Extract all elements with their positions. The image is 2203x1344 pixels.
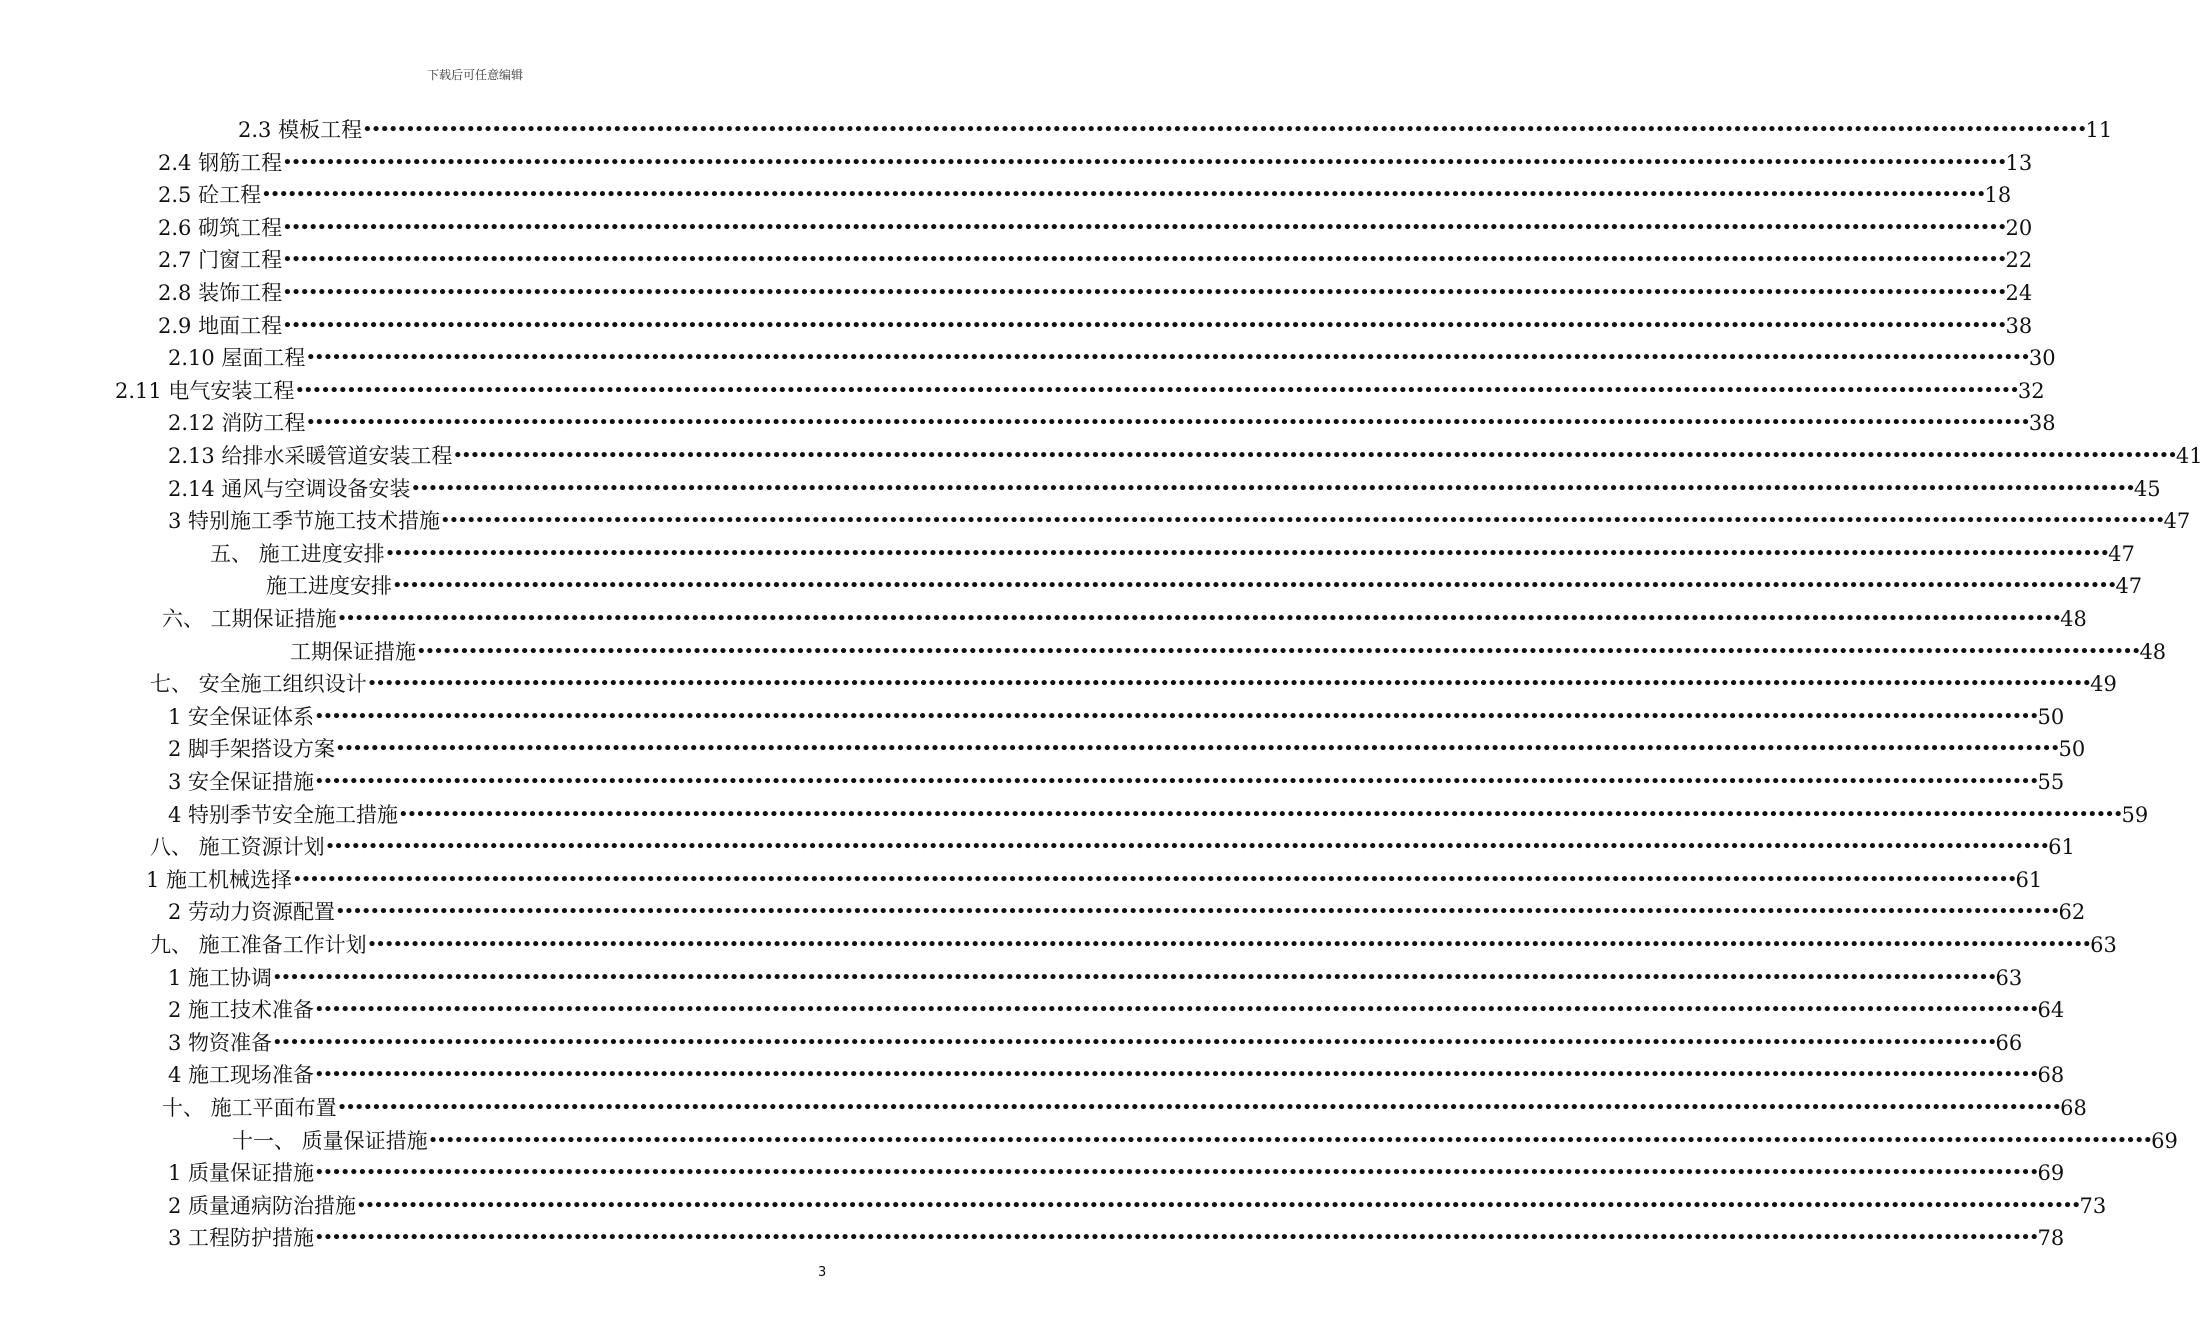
toc-entry[interactable] xyxy=(158,213,2033,243)
toc-leader-dots: •••••••••••••••••••••••••••••••••••••••••••••••••••••••••••••••••••••••••••••••••••••••••••••••••••••••••••••••••••••••••••••••••••••••••••••••••••••••••••••••••••••••••••••••••••••••••••••••••••••••• xyxy=(305,347,2029,369)
toc-entry-title: 2 质量通病防治措施 xyxy=(168,1193,357,1218)
toc-entry-page: 47 xyxy=(2163,509,2191,534)
toc-leader-dots: •••••••••••••••••••••••••••••••••••••••••••••••••••••••••••••••••••••••••••••••••••••••••••••••••••••••••••••••••••••••••••••••••••••••••••••••••••••••••••••••••••••••••••••••••••••••••••••••••••••••• xyxy=(335,901,2059,923)
toc-entry[interactable] xyxy=(290,637,2167,667)
toc-leader-dots: •••••••••••••••••••••••••••••••••••••••••••••••••••••••••••••••••••••••••••••••••••••••••••••••••••••••••••••••••••••••••••••••••••••••••••••••••••••••••••••••••••••••••••••••••••••••••••••••••••••••• xyxy=(336,608,2061,629)
toc-entry[interactable] xyxy=(150,930,2117,960)
toc-entry-page: 20 xyxy=(2005,215,2033,240)
page-number: 3 xyxy=(818,1265,827,1280)
toc-entry-page: 63 xyxy=(1995,965,2023,990)
toc-leader-dots: •••••••••••••••••••••••••••••••••••••••••••••••••••••••••••••••••••••••••••••••••••••••••••••••••••••••••••••••••••••••••••••••••••••••••••••••••••••••••••••••••••••••••••••••••••••••••••••••••••••••• xyxy=(452,445,2176,466)
toc-entry[interactable] xyxy=(158,148,2033,178)
toc-entry-title: 1 施工协调 xyxy=(168,965,273,990)
toc-entry-page: 50 xyxy=(2037,704,2065,729)
toc-entry[interactable] xyxy=(168,1191,2107,1221)
toc-entry[interactable] xyxy=(162,604,2087,634)
toc-entry-title: 2.8 装饰工程 xyxy=(158,281,283,305)
toc-entry[interactable] xyxy=(146,865,2043,895)
toc-entry-title: 2.3 模板工程 xyxy=(238,118,363,142)
toc-entry-page: 61 xyxy=(2015,867,2043,892)
toc-entry[interactable] xyxy=(158,245,2033,275)
toc-leader-dots: •••••••••••••••••••••••••••••••••••••••••••••••••••••••••••••••••••••••••••••••••••••••••••••••••••••••••••••••••••••••••••••••••••••••••••••••••••••••••••••••••••••••••••••••••••••••••••••••••••••••• xyxy=(392,575,2116,597)
toc-entry-page: 69 xyxy=(2151,1128,2178,1153)
toc-entry-title: 2.9 地面工程 xyxy=(158,313,283,338)
toc-entry[interactable] xyxy=(168,963,2023,993)
toc-leader-dots: •••••••••••••••••••••••••••••••••••••••••••••••••••••••••••••••••••••••••••••••••••••••••••••••••••••••••••••••••••••••••••••••••••••••••••••••••••••••••••••••••••••••••••••••••••••••••••••••••••••••• xyxy=(314,1162,2038,1184)
toc-entry-title: 2.5 砼工程 xyxy=(158,183,262,208)
toc-entry-page: 13 xyxy=(2005,150,2033,175)
toc-leader-dots: •••••••••••••••••••••••••••••••••••••••••••••••••••••••••••••••••••••••••••••••••••••••••••••••••••••••••••••••••••••••••••••••••••••••••••••••••••••••••••••••••••••••••••••••••••••••••••••••••••••••• xyxy=(282,282,2006,303)
toc-entry-title: 十一、 质量保证措施 xyxy=(232,1128,428,1153)
toc-entry-page: 38 xyxy=(2028,411,2056,436)
toc-leader-dots: •••••••••••••••••••••••••••••••••••••••••••••••••••••••••••••••••••••••••••••••••••••••••••••••••••••••••••••••••••••••••••••••••••••••••••••••••••••••••••••••••••••••••••••••••••••••••••••••••••••••• xyxy=(282,151,2006,173)
toc-leader-dots: •••••••••••••••••••••••••••••••••••••••••••••••••••••••••••••••••••••••••••••••••••••••••••••••••••••••••••••••••••••••••••••••••••••••••••••••••••••••••••••••••••••••••••••••••••••••••••••••••••••••• xyxy=(427,1129,2152,1151)
toc-entry-page: 73 xyxy=(2079,1193,2107,1218)
toc-leader-dots: •••••••••••••••••••••••••••••••••••••••••••••••••••••••••••••••••••••••••••••••••••••••••••••••••••••••••••••••••••••••••••••••••••••••••••••••••••••••••••••••••••••••••••••••••••••••••••••••••••••••• xyxy=(362,119,2086,140)
toc-entry[interactable] xyxy=(150,669,2117,699)
toc-leader-dots: •••••••••••••••••••••••••••••••••••••••••••••••••••••••••••••••••••••••••••••••••••••••••••••••••••••••••••••••••••••••••••••••••••••••••••••••••••••••••••••••••••••••••••••••••••••••••••••••••••••••• xyxy=(324,836,2049,858)
toc-entry-page: 11 xyxy=(2085,118,2113,142)
toc-leader-dots: •••••••••••••••••••••••••••••••••••••••••••••••••••••••••••••••••••••••••••••••••••••••••••••••••••••••••••••••••••••••••••••••••••••••••••••••••••••••••••••••••••••••••••••••••••••••••••••••••••••••• xyxy=(272,966,1996,988)
toc-entry[interactable] xyxy=(168,734,2086,764)
toc-leader-dots: •••••••••••••••••••••••••••••••••••••••••••••••••••••••••••••••••••••••••••••••••••••••••••••••••••••••••••••••••••••••••••••••••••••••••••••••••••••••••••••••••••••••••••••••••••••••••••••••••••••••• xyxy=(398,803,2122,825)
page-header: 下载后可任意编辑 xyxy=(426,68,523,82)
toc-leader-dots: •••••••••••••••••••••••••••••••••••••••••••••••••••••••••••••••••••••••••••••••••••••••••••••••••••••••••••••••••••••••••••••••••••••••••••••••••••••••••••••••••••••••••••••••••••••••••••••••••••••••• xyxy=(416,640,2140,662)
toc-entry-title: 十、 施工平面布置 xyxy=(162,1096,337,1120)
toc-entry-title: 九、 施工准备工作计划 xyxy=(150,933,367,957)
toc-entry[interactable] xyxy=(168,702,2065,732)
toc-entry-title: 七、 安全施工组织设计 xyxy=(150,672,367,697)
toc-entry[interactable] xyxy=(168,441,2203,471)
toc-leader-dots: •••••••••••••••••••••••••••••••••••••••••••••••••••••••••••••••••••••••••••••••••••••••••••••••••••••••••••••••••••••••••••••••••••••••••••••••••••••••••••••••••••••••••••••••••••••••••••••••••••••••• xyxy=(305,412,2029,434)
toc-entry-title: 八、 施工资源计划 xyxy=(150,835,325,860)
toc-entry-page: 59 xyxy=(2121,802,2149,827)
toc-entry-page: 49 xyxy=(2090,672,2117,697)
toc-entry-page: 68 xyxy=(2060,1096,2087,1120)
toc-entry-title: 2.4 钢筋工程 xyxy=(158,150,283,175)
toc-entry-title: 2.14 通风与空调设备安装 xyxy=(168,476,411,501)
toc-entry[interactable] xyxy=(266,571,2143,601)
toc-entry[interactable] xyxy=(158,278,2033,308)
toc-entry[interactable] xyxy=(168,1028,2023,1058)
toc-entry-page: 41 xyxy=(2175,444,2203,468)
toc-entry[interactable] xyxy=(168,800,2149,830)
toc-entry[interactable] xyxy=(168,343,2056,373)
toc-entry[interactable] xyxy=(158,311,2033,341)
toc-leader-dots: •••••••••••••••••••••••••••••••••••••••••••••••••••••••••••••••••••••••••••••••••••••••••••••••••••••••••••••••••••••••••••••••••••••••••••••••••••••••••••••••••••••••••••••••••••••••••••••••••••••••• xyxy=(410,477,2134,499)
toc-leader-dots: •••••••••••••••••••••••••••••••••••••••••••••••••••••••••••••••••••••••••••••••••••••••••••••••••••••••••••••••••••••••••••••••••••••••••••••••••••••••••••••••••••••••••••••••••••••••••••••••••••••••• xyxy=(336,1097,2061,1118)
toc-entry-page: 47 xyxy=(2115,574,2143,599)
toc-leader-dots: •••••••••••••••••••••••••••••••••••••••••••••••••••••••••••••••••••••••••••••••••••••••••••••••••••••••••••••••••••••••••••••••••••••••••••••••••••••••••••••••••••••••••••••••••••••••••••••••••••••••• xyxy=(314,705,2038,727)
toc-entry-title: 2 劳动力资源配置 xyxy=(168,900,336,925)
toc-entry-title: 2.10 屋面工程 xyxy=(168,346,306,371)
toc-entry-title: 2.7 门窗工程 xyxy=(158,248,283,273)
toc-leader-dots: •••••••••••••••••••••••••••••••••••••••••••••••••••••••••••••••••••••••••••••••••••••••••••••••••••••••••••••••••••••••••••••••••••••••••••••••••••••••••••••••••••••••••••••••••••••••••••••••••••••••• xyxy=(314,771,2038,792)
toc-leader-dots: •••••••••••••••••••••••••••••••••••••••••••••••••••••••••••••••••••••••••••••••••••••••••••••••••••••••••••••••••••••••••••••••••••••••••••••••••••••••••••••••••••••••••••••••••••••••••••••••••••••••• xyxy=(292,868,2016,890)
toc-entry-title: 1 施工机械选择 xyxy=(146,867,293,892)
toc-entry-title: 1 安全保证体系 xyxy=(168,704,315,729)
toc-entry-title: 2.11 电气安装工程 xyxy=(115,378,295,403)
toc-entry-page: 55 xyxy=(2037,770,2065,794)
toc-entry-page: 22 xyxy=(2005,248,2033,273)
toc-leader-dots: •••••••••••••••••••••••••••••••••••••••••••••••••••••••••••••••••••••••••••••••••••••••••••••••••••••••••••••••••••••••••••••••••••••••••••••••••••••••••••••••••••••••••••••••••••••••••••••••••••••••• xyxy=(366,673,2091,695)
toc-entry[interactable] xyxy=(210,539,2135,569)
toc-entry[interactable] xyxy=(168,897,2086,927)
toc-entry-title: 2 施工技术准备 xyxy=(168,998,315,1023)
toc-entry-page: 69 xyxy=(2037,1161,2065,1186)
toc-leader-dots: •••••••••••••••••••••••••••••••••••••••••••••••••••••••••••••••••••••••••••••••••••••••••••••••••••••••••••••••••••••••••••••••••••••••••••••••••••••••••••••••••••••••••••••••••••••••••••••••••••••••• xyxy=(314,1064,2038,1086)
toc-entry[interactable] xyxy=(238,115,2113,145)
toc-entry[interactable] xyxy=(115,376,2045,406)
toc-entry[interactable] xyxy=(168,474,2161,504)
toc-entry[interactable] xyxy=(168,1223,2065,1253)
toc-entry-title: 2.6 砌筑工程 xyxy=(158,215,283,240)
toc-leader-dots: •••••••••••••••••••••••••••••••••••••••••••••••••••••••••••••••••••••••••••••••••••••••••••••••••••••••••••••••••••••••••••••••••••••••••••••••••••••••••••••••••••••••••••••••••••••••••••••••••••••••• xyxy=(294,379,2018,401)
toc-entry-page: 66 xyxy=(1995,1030,2023,1055)
toc-entry-title: 2.13 给排水采暖管道安装工程 xyxy=(168,444,453,468)
toc-entry-page: 18 xyxy=(1984,183,2012,208)
toc-entry-page: 32 xyxy=(2017,378,2045,403)
toc-leader-dots: •••••••••••••••••••••••••••••••••••••••••••••••••••••••••••••••••••••••••••••••••••••••••••••••••••••••••••••••••••••••••••••••••••••••••••••••••••••••••••••••••••••••••••••••••••••••••••••••••••••••• xyxy=(384,542,2109,564)
toc-leader-dots: •••••••••••••••••••••••••••••••••••••••••••••••••••••••••••••••••••••••••••••••••••••••••••••••••••••••••••••••••••••••••••••••••••••••••••••••••••••••••••••••••••••••••••••••••••••••••••••••••••••••• xyxy=(282,249,2006,271)
toc-entry-page: 48 xyxy=(2139,639,2167,664)
toc-entry[interactable] xyxy=(168,995,2065,1025)
toc-entry[interactable] xyxy=(162,1093,2087,1123)
toc-entry-title: 2.12 消防工程 xyxy=(168,411,306,436)
toc-entry-title: 3 特别施工季节施工技术措施 xyxy=(168,509,441,534)
toc-leader-dots: •••••••••••••••••••••••••••••••••••••••••••••••••••••••••••••••••••••••••••••••••••••••••••••••••••••••••••••••••••••••••••••••••••••••••••••••••••••••••••••••••••••••••••••••••••••••••••••••••••••••• xyxy=(282,314,2006,336)
toc-entry-page: 45 xyxy=(2133,476,2161,501)
toc-entry-title: 1 质量保证措施 xyxy=(168,1161,315,1186)
toc-leader-dots: •••••••••••••••••••••••••••••••••••••••••••••••••••••••••••••••••••••••••••••••••••••••••••••••••••••••••••••••••••••••••••••••••••••••••••••••••••••••••••••••••••••••••••••••••••••••••••••••••••••••• xyxy=(314,1227,2038,1249)
toc-entry-page: 61 xyxy=(2048,835,2075,860)
toc-entry[interactable] xyxy=(168,1060,2065,1090)
toc-entry-page: 24 xyxy=(2005,281,2033,305)
toc-entry[interactable] xyxy=(158,180,2012,210)
toc-entry-title: 六、 工期保证措施 xyxy=(162,607,337,631)
toc-entry-page: 64 xyxy=(2037,998,2065,1023)
toc-entry-title: 施工进度安排 xyxy=(266,574,392,599)
toc-leader-dots: •••••••••••••••••••••••••••••••••••••••••••••••••••••••••••••••••••••••••••••••••••••••••••••••••••••••••••••••••••••••••••••••••••••••••••••••••••••••••••••••••••••••••••••••••••••••••••••••••••••••• xyxy=(440,510,2164,532)
toc-entry-title: 2 脚手架搭设方案 xyxy=(168,737,336,762)
toc-leader-dots: •••••••••••••••••••••••••••••••••••••••••••••••••••••••••••••••••••••••••••••••••••••••••••••••••••••••••••••••••••••••••••••••••••••••••••••••••••••••••••••••••••••••••••••••••••••••••••••••••••••••• xyxy=(366,934,2091,955)
toc-entry-page: 50 xyxy=(2058,737,2086,762)
toc-entry-page: 68 xyxy=(2037,1063,2065,1088)
toc-entry-title: 工期保证措施 xyxy=(290,639,416,664)
toc-leader-dots: •••••••••••••••••••••••••••••••••••••••••••••••••••••••••••••••••••••••••••••••••••••••••••••••••••••••••••••••••••••••••••••••••••••••••••••••••••••••••••••••••••••••••••••••••••••••••••••••••••••••• xyxy=(272,1031,1996,1053)
toc-leader-dots: •••••••••••••••••••••••••••••••••••••••••••••••••••••••••••••••••••••••••••••••••••••••••••••••••••••••••••••••••••••••••••••••••••••••••••••••••••••••••••••••••••••••••••••••••••••••••••••••••••••••• xyxy=(282,216,2006,238)
toc-entry-title: 3 物资准备 xyxy=(168,1030,273,1055)
toc-entry[interactable] xyxy=(150,832,2075,862)
toc-entry-title: 3 安全保证措施 xyxy=(168,770,315,794)
toc-entry-title: 3 工程防护措施 xyxy=(168,1226,315,1251)
toc-leader-dots: •••••••••••••••••••••••••••••••••••••••••••••••••••••••••••••••••••••••••••••••••••••••••••••••••••••••••••••••••••••••••••••••••••••••••••••••••••••••••••••••••••••••••••••••••••••••••••••••••••••••• xyxy=(335,738,2059,760)
toc-entry-page: 30 xyxy=(2028,346,2056,371)
toc-entry-page: 78 xyxy=(2037,1226,2065,1251)
toc-leader-dots: •••••••••••••••••••••••••••••••••••••••••••••••••••••••••••••••••••••••••••••••••••••••••••••••••••••••••••••••••••••••••••••••••••••••••••••••••••••••••••••••••••••••••••••••••••••••••••••••••••••••• xyxy=(261,184,1985,206)
toc-entry[interactable] xyxy=(168,1158,2065,1188)
toc-entry-page: 47 xyxy=(2108,541,2135,566)
toc-entry-page: 62 xyxy=(2058,900,2086,925)
toc-entry-page: 38 xyxy=(2005,313,2033,338)
toc-entry[interactable] xyxy=(168,506,2191,536)
toc-entry[interactable] xyxy=(168,408,2056,438)
toc-entry[interactable] xyxy=(232,1126,2178,1156)
toc-leader-dots: •••••••••••••••••••••••••••••••••••••••••••••••••••••••••••••••••••••••••••••••••••••••••••••••••••••••••••••••••••••••••••••••••••••••••••••••••••••••••••••••••••••••••••••••••••••••••••••••••••••••• xyxy=(314,999,2038,1021)
toc-entry-title: 4 施工现场准备 xyxy=(168,1063,315,1088)
toc-entry-title: 4 特别季节安全施工措施 xyxy=(168,802,399,827)
toc-entry-page: 63 xyxy=(2090,933,2117,957)
toc-leader-dots: •••••••••••••••••••••••••••••••••••••••••••••••••••••••••••••••••••••••••••••••••••••••••••••••••••••••••••••••••••••••••••••••••••••••••••••••••••••••••••••••••••••••••••••••••••••••••••••••••••••••• xyxy=(356,1194,2080,1216)
toc-entry[interactable] xyxy=(168,767,2065,797)
toc-entry-title: 五、 施工进度安排 xyxy=(210,541,385,566)
toc-entry-page: 48 xyxy=(2060,607,2087,631)
